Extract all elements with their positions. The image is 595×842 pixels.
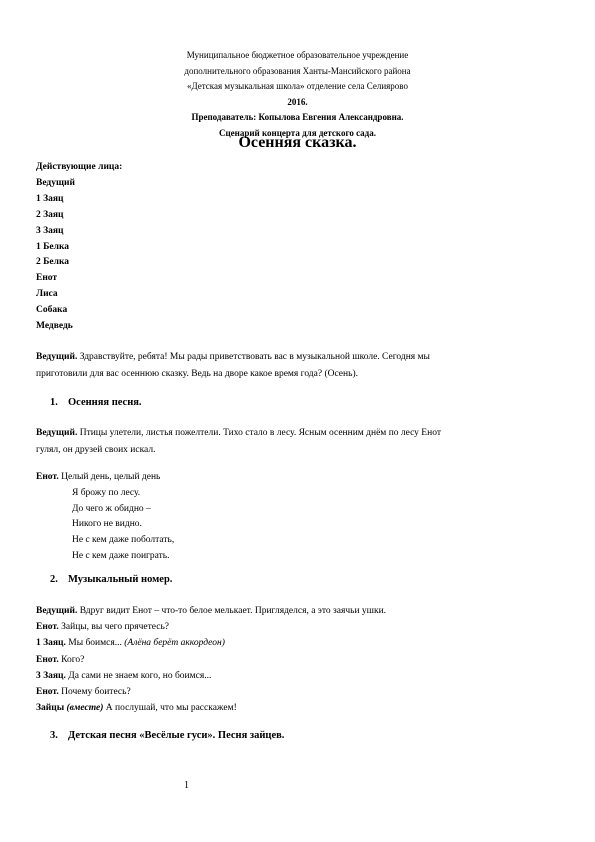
- speaker-label: Енот.: [36, 472, 59, 482]
- speaker-label: Енот.: [36, 687, 59, 698]
- section-label: Осенняя песня.: [68, 397, 142, 408]
- poem-line: Целый день, целый день: [58, 472, 161, 482]
- stage-direction: (вместе): [64, 703, 104, 714]
- header-teacher: [0, 110, 595, 126]
- role-item: 2 Белка: [36, 257, 70, 268]
- teacher-label: Преподаватель:: [191, 112, 257, 122]
- scene-text-1: Птицы улетели, листья пожелтели. Тихо стало в лесу. Ясным осенним днём по лесу Енот: [77, 428, 441, 438]
- speaker-label: 1 Заяц.: [36, 638, 66, 649]
- dialog-text: Вдруг видит Енот – что-то белое мелькает. Пригляделся, а это заячьи ушки.: [77, 606, 387, 616]
- page-number: 1: [184, 780, 189, 791]
- speaker-label: Зайцы: [36, 703, 65, 714]
- poem-line: Не с кем даже поболтать,: [72, 535, 175, 546]
- role-item: Ведущий: [36, 177, 75, 188]
- role-item: Лиса: [36, 289, 58, 300]
- role-item: Медведь: [36, 321, 73, 332]
- header-line-school: «Детская музыкальная школа» отделение села Селиярово: [187, 81, 408, 91]
- speaker-label: 3 Заяц.: [36, 670, 66, 681]
- poem-line: Я брожу по лесу.: [72, 487, 141, 498]
- section-label: Музыкальный номер.: [68, 574, 173, 585]
- intro-paragraph: [36, 349, 556, 383]
- scene-paragraph: [36, 425, 556, 459]
- dialog-block: [36, 603, 556, 716]
- header-line-education: дополнительного образования Ханты-Мансийского района: [184, 65, 411, 76]
- document-header: [0, 48, 595, 141]
- role-item: 3 Заяц: [36, 225, 64, 236]
- role-item: 1 Заяц: [36, 193, 64, 204]
- section-heading-1: [50, 397, 142, 408]
- speaker-label: Енот.: [36, 622, 59, 633]
- dialog-text: Мы боимся...: [65, 638, 125, 649]
- teacher-name: Копылова Евгения Александровна.: [256, 112, 404, 122]
- poem-line: Никого не видно.: [72, 519, 142, 530]
- dialog-text: Зайцы, вы чего прячетесь?: [58, 622, 170, 633]
- header-line-institution: Муниципальное бюджетное образовательное учреждение: [186, 50, 409, 60]
- section-number: 3.: [50, 730, 58, 741]
- role-item: 1 Белка: [36, 241, 70, 252]
- stage-direction: (Алёна берёт аккордеон): [124, 638, 225, 649]
- section-heading-3: [50, 730, 284, 741]
- poem-line: Не с кем даже поиграть.: [72, 550, 170, 561]
- raccoon-poem: [36, 470, 174, 565]
- section-label: Детская песня «Весёлые гуси». Песня зайцев.: [68, 730, 285, 741]
- speaker-label: Ведущий.: [36, 428, 78, 438]
- section-heading-2: [50, 574, 172, 585]
- intro-text-2: приготовили для вас осеннюю сказку. Ведь на дворе какое время года? (Осень).: [36, 369, 358, 379]
- dialog-text: Да сами не знаем кого, но боимся...: [65, 670, 212, 681]
- section-number: 2.: [50, 574, 58, 585]
- role-item: Собака: [36, 305, 68, 316]
- header-year: 2016.: [287, 96, 308, 107]
- scene-text-2: гулял, он друзей своих искал.: [36, 445, 156, 455]
- dialog-text: А послушай, что мы расскажем!: [103, 703, 237, 714]
- section-number: 1.: [50, 397, 58, 408]
- roles-list: [36, 160, 122, 335]
- header-scenario: Сценарий концерта для детского сада.: [219, 127, 376, 138]
- speaker-label: Енот.: [36, 654, 59, 665]
- dialog-text: Почему боитесь?: [58, 687, 131, 698]
- speaker-label: Ведущий.: [36, 606, 78, 616]
- dialog-text: Кого?: [58, 654, 85, 665]
- poem-line: До чего ж обидно –: [72, 503, 151, 514]
- speaker-label: Ведущий.: [36, 352, 78, 362]
- role-item: 2 Заяц: [36, 209, 64, 220]
- role-item: Енот: [36, 273, 58, 284]
- roles-heading: Действующие лица:: [36, 162, 123, 172]
- intro-text-1: Здравствуйте, ребята! Мы рады приветствовать вас в музыкальной школе. Сегодня мы: [77, 352, 430, 362]
- document-title: Осенняя сказка.: [238, 134, 357, 151]
